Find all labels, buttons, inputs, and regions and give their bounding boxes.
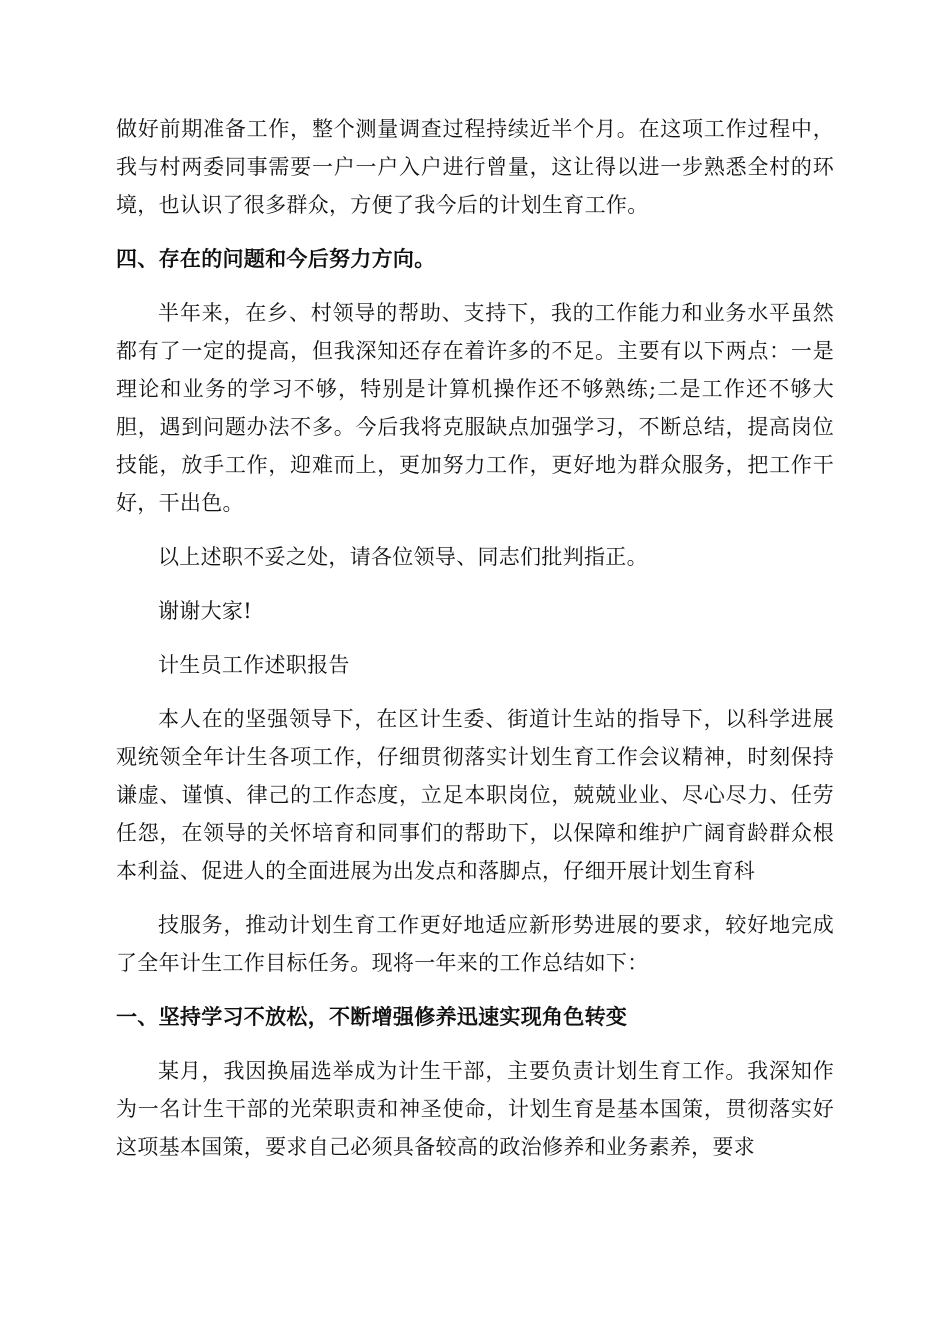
paragraph-survey-work: 做好前期准备工作，整个测量调查过程持续近半个月。在这项工作过程中，我与村两委同事需要一户一户入户进行曾量，这让得以进一步熟悉全村的环境，也认识了很多群众，方便了我今后的计划生育工作。 xyxy=(116,117,834,217)
paragraph-tech-service: 技服务，推动计划生育工作更好地适应新形势进展的要求，较好地完成了全年计生工作目标任务。现将一年来的工作总结如下： xyxy=(116,913,834,975)
heading-learning: 一、坚持学习不放松，不断增强修养迅速实现角色转变 xyxy=(116,1005,628,1029)
paragraph-shortcomings: 半年来，在乡、村领导的帮助、支持下，我的工作能力和业务水平虽然都有了一定的提高，但我深知还存在着许多的不足。主要有以下两点：一是理论和业务的学习不够，特别是计算机操作还不够熟练;二是工作还不够大胆，遇到问题办法不多。今后我将克服缺点加强学习，不断总结，提高岗位技能，放手工作，迎难而上，更加努力工作，更好地为群众服务，把工作干好，干出色。 xyxy=(116,301,834,515)
paragraph-report-title: 计生员工作述职报告 xyxy=(158,653,350,677)
paragraph-request-correction: 以上述职不妥之处，请各位领导、同志们批判指正。 xyxy=(158,545,648,569)
paragraph-leadership-intro: 本人在的坚强领导下，在区计生委、街道计生站的指导下，以科学进展观统领全年计生各项工作，仔细贯彻落实计划生育工作会议精神，时刻保持谦虚、谨慎、律己的工作态度，立足本职岗位，兢兢业业、尽心尽力、任劳任怨，在领导的关怀培育和同事们的帮助下，以保障和维护广阔育龄群众根本利益、促进人的全面进展为出发点和落脚点，仔细开展计划生育科 xyxy=(116,707,834,883)
document-body xyxy=(116,110,834,1182)
paragraph-thanks: 谢谢大家! xyxy=(158,599,252,623)
paragraph-role-transition: 某月，我因换届选举成为计生干部，主要负责计划生育工作。我深知作为一名计生干部的光荣职责和神圣使命，计划生育是基本国策，贯彻落实好这项基本国策，要求自己必须具备较高的政治修养和业务素养，要求 xyxy=(116,1059,834,1159)
heading-problems-direction: 四、存在的问题和今后努力方向。 xyxy=(116,247,436,271)
